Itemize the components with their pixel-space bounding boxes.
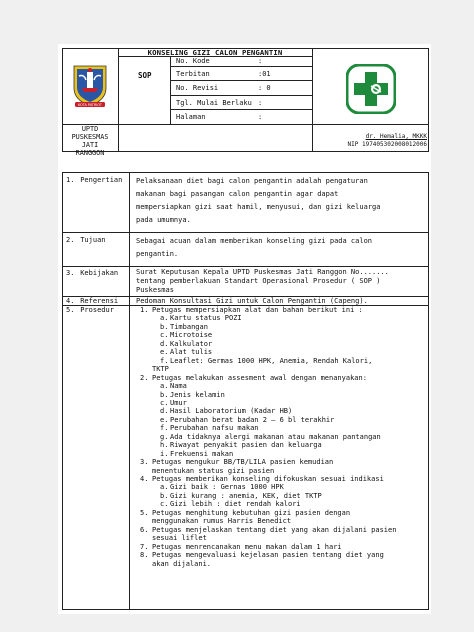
procedure-step-number: 2.: [140, 373, 149, 382]
procedure-substep-text: sesuai liflet: [152, 534, 207, 543]
procedure-substep-text: Frekuensi makan: [170, 449, 234, 458]
sop-title: KONSELING GIZI CALON PENGANTIN: [147, 48, 283, 57]
procedure-substep-marker: a.: [160, 382, 169, 391]
sop-label: SOP: [138, 71, 152, 80]
procedure-substep-text: Leaflet: Germas 1000 HPK, Anemia, Rendah Kalori,: [170, 356, 373, 365]
field-label-revisi: No. Revisi: [176, 84, 219, 92]
section-label-kebijakan: 3. Kebijakan: [66, 269, 119, 277]
procedure-substep-marker: d.: [160, 407, 169, 416]
procedure-substep-marker: e.: [160, 348, 169, 357]
procedure-substep-text: Umur: [170, 398, 187, 407]
procedure-step-number: 3.: [140, 458, 149, 467]
procedure-step-text: Petugas mengukur BB/TB/LILA pasien kemudian: [152, 458, 334, 467]
procedure-substep-text: Perubahan berat badan 2 – 6 bl terakhir: [170, 415, 335, 424]
procedure-step-number: 6.: [140, 525, 149, 534]
procedure-substep-text: Gizi kurang : anemia, KEK, diet TKTP: [170, 491, 322, 500]
field-value-halaman: :: [258, 113, 263, 121]
tujuan-text: Sebagai acuan dalam memberikan konseling gizi pada calon pengantin.: [136, 237, 373, 258]
procedure-step-number: 8.: [140, 551, 149, 560]
procedure-step-number: 7.: [140, 542, 149, 551]
field-value-revisi: : 0: [258, 84, 271, 92]
procedure-substep-text: menentukan status gizi pasien: [152, 466, 275, 475]
field-label-halaman: Halaman: [176, 113, 206, 121]
procedure-substep-text: TKTP: [152, 365, 169, 374]
procedure-substep-text: akan dijalani.: [152, 559, 212, 568]
procedure-step-text: Petugas memberikan konseling difokuskan sesuai indikasi: [152, 475, 384, 483]
signature-block: [322, 125, 427, 149]
pengertian-text: Pelaksanaan diet bagi calon pengantin adalah pengaturan makanan bagi pasangan calon pengantin agar dapat mempersiapkan gizi saat hamil, menyusui, dan gizi keluarga pada umumnya.: [136, 177, 381, 224]
section-label-pengertian: 1. Pengertian: [66, 176, 123, 184]
procedure-substep-marker: f.: [160, 356, 169, 365]
procedure-substep-marker: b.: [160, 390, 169, 399]
procedure-step-text: Petugas mengevaluasi kejelasan pasien tentang diet yang: [152, 551, 384, 560]
procedure-substep-text: Timbangan: [170, 322, 208, 331]
procedure-substep-text: Riwayat penyakit pasien dan keluarga: [170, 441, 322, 450]
puskesmas-cross-logo: [346, 64, 396, 114]
field-value-terbitan: :01: [258, 70, 271, 78]
procedure-substep-text: menggunakan rumus Harris Benedict: [152, 517, 292, 526]
field-value-kode: :: [258, 57, 263, 65]
procedure-substep-marker: c.: [160, 331, 169, 340]
procedure-substep-text: Gizi lebih : diet rendah kalori: [170, 500, 301, 509]
procedure-step-number: 5.: [140, 508, 149, 517]
procedure-substep-marker: f.: [160, 424, 169, 433]
section-label-referensi: 4. Referensi: [66, 297, 119, 305]
kebijakan-text: Surat Keputusan Kepala UPTD Puskesmas Jati Ranggon No....... tentang pemberlakuan Standart Operasional Prosedur ( SOP ) Puskesmas: [136, 268, 389, 294]
procedure-step-text: Petugas menghitung kebutuhan gizi pasien dengan: [152, 508, 351, 517]
procedure-substep-text: Perubahan nafsu makan: [170, 424, 259, 433]
procedure-substep-marker: c.: [160, 500, 169, 509]
procedure-substep-text: Kartu status POZI: [170, 314, 242, 323]
field-value-tanggal: :: [258, 99, 263, 107]
emblem-caption: KOTA PATRIOT: [78, 103, 102, 107]
field-label-terbitan: Terbitan: [176, 70, 210, 78]
procedure-substep-text: Jenis kelamin: [170, 390, 225, 399]
procedure-substep-marker: a.: [160, 483, 169, 492]
procedure-step-number: 4.: [140, 475, 149, 483]
procedure-substep-text: Gizi baik : Gernas 1000 HPK: [170, 483, 284, 492]
procedure-substep-marker: g.: [160, 432, 169, 441]
procedure-substep-text: Kalkulator: [170, 339, 213, 348]
signer-nip: NIP 197405302008012006: [347, 141, 427, 148]
procedure-substep-marker: b.: [160, 491, 169, 500]
signer-name: dr. Hemalia, MKKK: [365, 133, 427, 140]
procedure-step-text: Petugas melakukan assesment awal dengan menanyakan:: [152, 373, 367, 382]
procedure-substep-marker: e.: [160, 415, 169, 424]
procedure-step-text: Petugas menrencanakan menu makan dalam 1 hari: [152, 542, 342, 551]
field-label-kode: No. Kode: [176, 57, 210, 65]
procedure-substep-marker: b.: [160, 322, 169, 331]
referensi-text: Pedoman Konsultasi Gizi untuk Calon Pengantin (Capeng).: [136, 297, 368, 305]
procedure-substep-marker: h.: [160, 441, 169, 450]
procedure-step-number: 1.: [140, 306, 149, 314]
procedure-substep-text: Alat tulis: [170, 348, 213, 357]
section-label-prosedur: 5. Prosedur: [66, 306, 114, 314]
procedure-substep-text: Hasil Laboratorium (Kadar HB): [170, 407, 293, 416]
procedure-step-text: Petugas menjelaskan tentang diet yang akan dijalani pasien: [152, 525, 397, 534]
field-label-tanggal: Tgl. Mulai Berlaku: [176, 99, 252, 107]
procedure-substep-text: Ada tidaknya alergi makanan atau makanan pantangan: [170, 432, 381, 441]
procedure-substep-text: Nama: [170, 382, 187, 391]
procedure-substep-marker: c.: [160, 398, 169, 407]
procedure-substep-marker: d.: [160, 339, 169, 348]
procedure-substep-text: Microtoise: [170, 331, 213, 340]
organization-name: UPTD PUSKESMAS JATI RANGGON: [71, 125, 109, 157]
city-emblem-logo: [70, 62, 110, 110]
procedure-substep-marker: a.: [160, 314, 169, 323]
procedure-step-text: Petugas mempersiapkan alat dan bahan berikut ini :: [152, 306, 363, 314]
section-label-tujuan: 2. Tujuan: [66, 236, 106, 244]
procedure-substep-marker: i.: [160, 449, 169, 458]
